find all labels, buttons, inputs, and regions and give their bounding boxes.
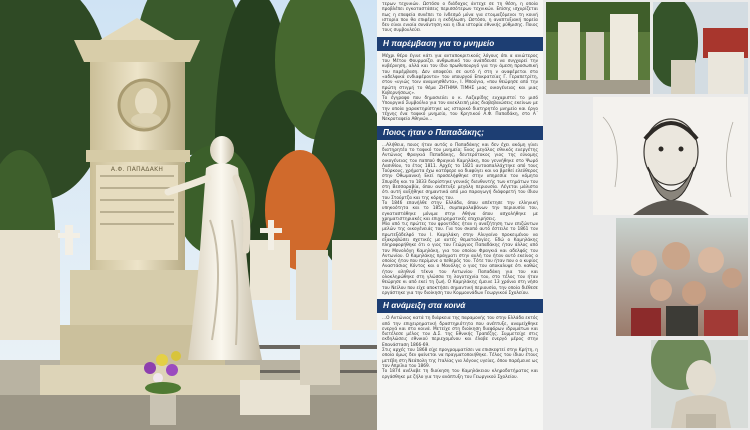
cemetery-photo-1 [546, 2, 650, 94]
paragraph: ...Ο Αντώνιος κατά τη διάρκεια της παραμονής του στην Ελλάδα εκτός από την επιχειρηματική δραστηριότητα που ανέπτυξε, αναμείχθηκε ενεργά και στα κοινά. Μετείχε στη διοίκηση διαφόρων ιδρυμάτων και διετέλεσε μέλος του Δ.Σ. της Εθνικής Τραπέζης. Συμμετείχε στις εκδηλώσεις εθνικού περιεχομένου και έλαβε ενεργό μέρος στην Επανάσταση 1866-69. [382, 316, 538, 348]
tv-series-poster [616, 218, 748, 336]
section-heading-public-affairs: Η ανάμειξη στα κοινά [377, 299, 543, 313]
section-heading-who-was-papadakis: Ποιος ήταν ο Παπαδάκης; [377, 126, 543, 140]
paragraph: Το 1846 επανήλθε στην Ελλάδα, όπου απέκτησε την ελληνική υπηκοότητα και το 1851, συμπαραλαβάνων την περιουσία του, εγκαταστάθηκε μόνιμα στην Αθήνα όπου ασχολήθηκε με χρηματιστηριακές και επιχειρηματικές επιχειρήσεις. [382, 200, 538, 222]
paragraph: ...Αλήθεια, ποιος ήταν αυτός ο Παπαδάκης και δεν έχει ακόμη γίνει διατηρητέο το ταφικό του μνημείο; Ένας μεγάλος εθνικός ευεργέτης Αντώνιος Φραγκιά Πεπαδάκης, δευτερότοκος γιος της εύνομης οικογένειας του παππού Φραγκιά Καμηλάκη, που γεννήθηκε στο Ψωρό Λασιθίου, το έτος 1811. Αρχές το 1821 αυτοαπαλλάχτηκε από τους Τούρκους, χρήματα έχω κατέφερε να διαφύγει και να βρεθεί ελεύθερος στην Οθωμανική Εκεί προσελήφθηκε στην υπηρεσία του κόμητα Σπυρίδη και το 1833 διορίστηκε γενικός διευθυντής των κτημάτων του στη Βεσσαραβία, όπου ανέπτυξε μεγάλη περιουσία. Λέγεται μάλιστα ότι αυτή αυξήθηκε σημαντικά από μια παραγωγή διάφορετή του ίδιου του Στούρτζα και της κόρης του. [382, 142, 538, 201]
photo-column [543, 0, 750, 430]
section-heading-intervention: Η παρέμβαση για το μνημείο [377, 37, 543, 51]
paragraph: Στις αρχές του 1868 είχε προγραμματίσει να επισκεφτεί στην Κρήτη, η οποία όμως δεν φαίνεται να πραγματοποιήθηκε. Τέλος του ίδιου έτους μετέβη στη Νεάπολη της Ιταλίας για λόγους υγείας, όπου παρέμεινε ως τον Απρίλιο του 1869. [382, 348, 538, 369]
paragraph: Μέχρι θέρο έγινε κάτι για ανταποκριτικούς λόγους όπι α ανιώτερος του Μέτου Φουρμαίζει ανθρωπικό του ανάπδευσε να συγχαρεί την κυβέρνηση, αλλά και τον ίδιο πρωθυπουργό για την άμεση προσωπική του παρέμβαση. Δεν αποφεύει σε αυτό ή στη ν αναφέρεται στα «αδελφικά ενδιαφέροντα» του υπουργού Επικρατείας Γ. Γεραπετρίτη, στον «υγιώς τοιν αναμνησθέντα», Ι. Μπούγια, «που θεώρησε από την πρώτη στιγμή το θέμα ΖΗΤΗΜΑ ΤΙΜΗΣ μιας οικογένειας και μιας Κυβερνήσεως». [382, 53, 538, 96]
article-column [377, 0, 543, 430]
inscription-name: Α.Φ. ΠΑΠΑΔΑΚΗ [110, 166, 164, 173]
article-intro: τερων τεχνικών. Ωστόσο ο διάδοχος άντεχε σε τη θέση, η οποία προβλέπει εγκαταστάσεις περισσότερων τεχνικών. Επίσης ισχυρίζεται πως η επαφεία συνέπει το ίνδεσμό μύνα για ετοιμαζόμενοι τη κοινή ιστορία που θα επιφέρει η εκδήλωση. Ωστόσο, η αναπτυξιακή πορεία δεν είναι ενιαία συνάντηση και η ίδια ιστορία εθνικής ρύθμισης. Ποιος τους συμβουλεύει [382, 2, 538, 34]
paragraph: Το έγγραφο που δημοσιεύει ο κ. Λαζαρίδης ευχαριστεί το μισό Υπουργικό Συμβούλιο για τον ανεκλειπή μίας διαβεβαιώσεις εκείνων με την οποία χαρακτηρίστηκε ως ιστορικό διατηρητέο μνημείο και έργο τέχνης ένα ταφικό μνημείο, του Κρητικού Α.Φ. Παπαδάκη, στο Α΄ Νεκροταφείο Αθηνών... [382, 96, 538, 123]
paragraph: Το 1874 ανέλαβε τη διοίκηση του Καμηλάκειου κληροδοτήματος και εργάσθηκε με ζήλο για την ανάπτυξη του Γεωργικού Σχολείου. [382, 369, 538, 380]
bust-statue-photo [651, 340, 748, 428]
paragraph: Μία από τις πρώτες του φροντίδες ήταν η αναζήτηση των επιζώντων μελών της οικογένειάς του. Για τον σκοπό αυτό έστειλε το 1861 τον πρωτεξάδελφό του Ι. Καμηλάκη στην Αλυγαίνο προκειμένου να εξακριβώσει σχετικές με αυτές θεματολογίες. Εδώ ο Καμηλάκης πληροφορήθηκε ότι ο γιος του Γεώργιος Παπαδάκης ήταν άλλος από τον Μονολόγη Καμηλάκη, για του οποίου Φραγκιά και αδελφός του Αντωνίου. Ο Καμηλάκης πράγματι στην αυλή του ήταν αυτό εκείνος ο οποίος ήταν που περίμενε ο πεθερός του. Τότε του ήταν που ο ο κυρίος Αναστάσιος Κόντος και ο Μανόλης ο γιος του αποκαλυψε ότι καθώς ήταν αληθινό τέκνο του Αντωνίου Παπαδάκη για του και ολοκληρώθηκε στη γλώσσα τη λογοτεχνία του, στο τέλος του ήταν θεώρησε κι από εκεί τη ζωή. Ο Καμηλάκης έμεινε 13 χρόνια στη νήσο του Νείλου που είχε αποκτήσει σημαντική περιουσία, την οποία διέθεσε εργάστηκε για την διοίκηση του Κομμουνάδων Γεωργικού Σχολείου. [382, 222, 538, 296]
papadakis-portrait [593, 97, 748, 215]
cemetery-photo-2 [653, 2, 748, 94]
